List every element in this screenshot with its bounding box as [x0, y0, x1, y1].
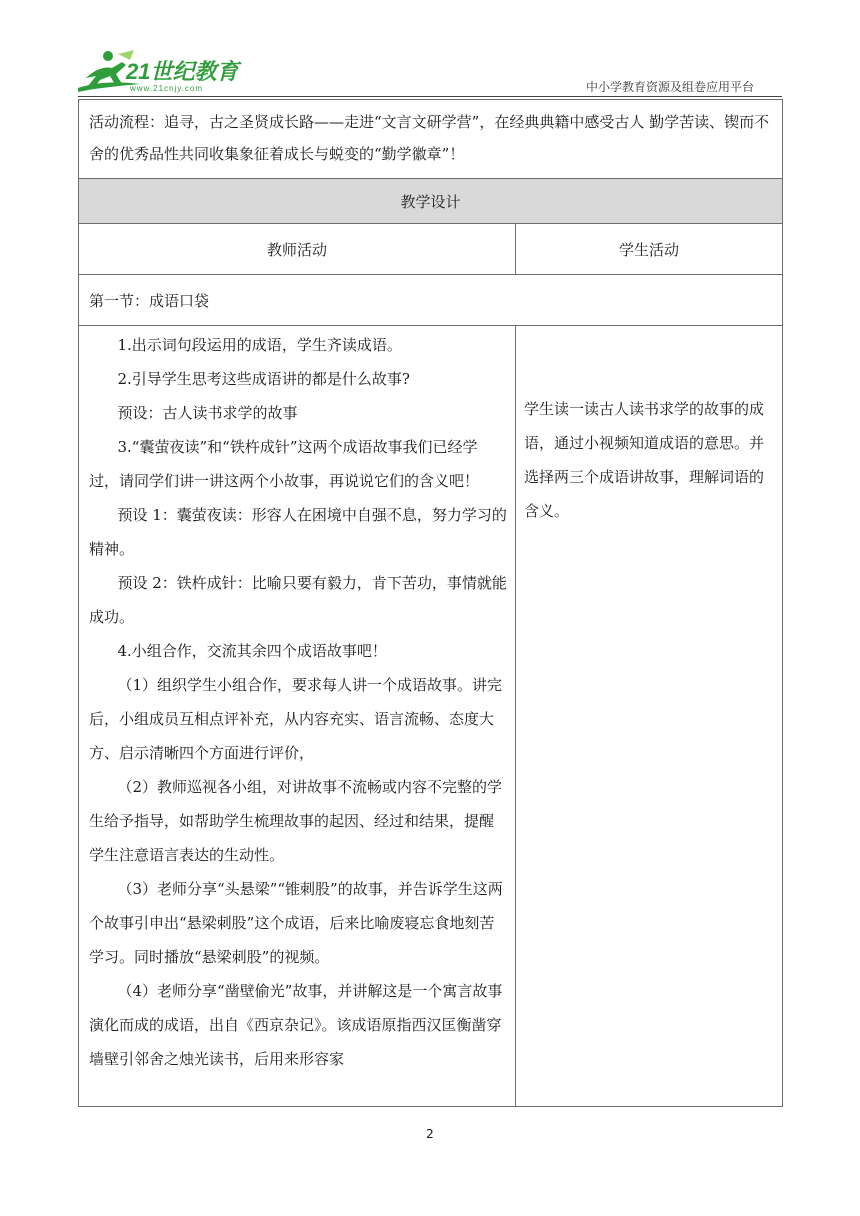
section-title: 第一节：成语口袋: [79, 275, 783, 326]
teacher-paragraph: 2.引导学生思考这些成语讲的都是什么故事?: [117, 370, 410, 388]
design-title: 教学设计: [79, 179, 783, 224]
teacher-paragraph: 预设：古人读书求学的故事: [117, 404, 298, 422]
logo-url: www.21cnjy.com: [130, 84, 203, 93]
page-number: 2: [426, 1127, 434, 1141]
activity-flow: 活动流程：追寻，古之圣贤成长路——走进“文言文研学营”，在经典典籍中感受古人 勤学苦读、锲而不舍的优秀品性共同收集象征着成长与蜕变的“勤学徽章”！: [79, 100, 783, 179]
teacher-column-header: 教师活动: [79, 224, 516, 275]
teacher-paragraph: 1.出示词句段运用的成语，学生齐读成语。: [117, 336, 402, 354]
logo-text: 21世纪教育: [126, 59, 239, 84]
teacher-paragraph: 预设 2：铁杵成针：比喻只要有毅力，肯下苦功，事情就能成功。: [89, 574, 507, 626]
teacher-paragraph: 预设 1：囊萤夜读：形容人在困境中自强不息，努力学习的精神。: [89, 506, 507, 558]
platform-name: 中小学教育资源及组卷应用平台: [585, 80, 754, 94]
teacher-paragraph: （3）老师分享“头悬梁”“锥刺股”的故事，并告诉学生这两个故事引申出“悬梁刺股”这个成语，后来比喻废寝忘食地刻苦学习。同时播放“悬梁刺股”的视频。: [89, 880, 503, 966]
teacher-activity-cell: [79, 326, 516, 1107]
teacher-paragraph: （4）老师分享“凿壁偷光”故事，并讲解这是一个寓言故事演化而成的成语，出自《西京杂记》。该成语原指西汉匡衡凿穿墙壁引邻舍之烛光读书，后用来形容家: [89, 982, 503, 1068]
teacher-paragraph: 3.“囊萤夜读”和“铁杵成针”这两个成语故事我们已经学过，请同学们讲一讲这两个小故事，再说说它们的含义吧！: [89, 438, 480, 490]
teacher-paragraph: 4.小组合作，交流其余四个成语故事吧！: [117, 642, 387, 660]
page-header: [78, 40, 782, 98]
header-rule: [78, 96, 782, 97]
teacher-paragraph: （1）组织学生小组合作，要求每人讲一个成语故事。讲完后，小组成员互相点评补充，从内容充实、语言流畅、态度大方、启示清晰四个方面进行评价，: [89, 676, 503, 762]
student-activity-cell: 学生读一读古人读书求学的故事的成语，通过小视频知道成语的意思。并选择两三个成语讲故事，理解词语的含义。: [516, 326, 783, 1107]
student-column-header: 学生活动: [516, 224, 783, 275]
lesson-table: [78, 99, 783, 1107]
21cnjy-logo: [78, 48, 268, 94]
teacher-paragraph: （2）教师巡视各小组，对讲故事不流畅或内容不完整的学生给予指导，如帮助学生梳理故事的起因、经过和结果，提醒学生注意语言表达的生动性。: [89, 778, 503, 864]
